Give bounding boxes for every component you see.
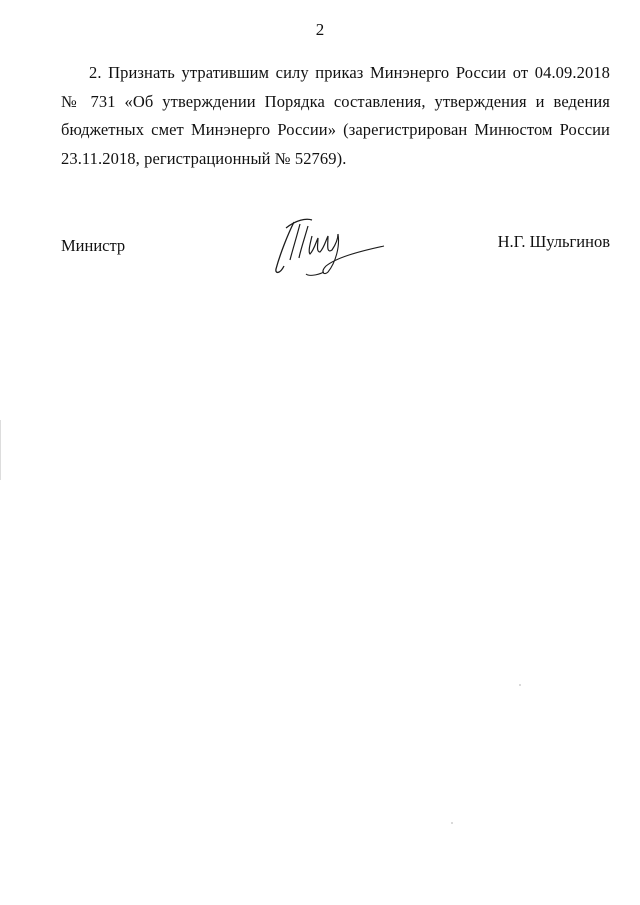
handwritten-signature: [266, 214, 386, 284]
body-paragraph: 2. Признать утратившим силу приказ Минэнерго России от 04.09.2018 № 731 «Об утверждении Порядка составления, утверждения и ведения бюджетных смет Минэнерго России» (зарегистрирован Минюстом России 23.11.2018, регистрационный № 52769).: [61, 63, 610, 168]
scan-speck: [519, 684, 521, 686]
scan-speck: [451, 822, 453, 824]
scan-edge-mark: [0, 420, 1, 480]
signatory-role: Министр: [61, 236, 126, 255]
signature-block: [61, 224, 610, 284]
signatory-name: Н.Г. Шульгинов: [497, 232, 610, 251]
page-number: 2: [315, 20, 325, 39]
